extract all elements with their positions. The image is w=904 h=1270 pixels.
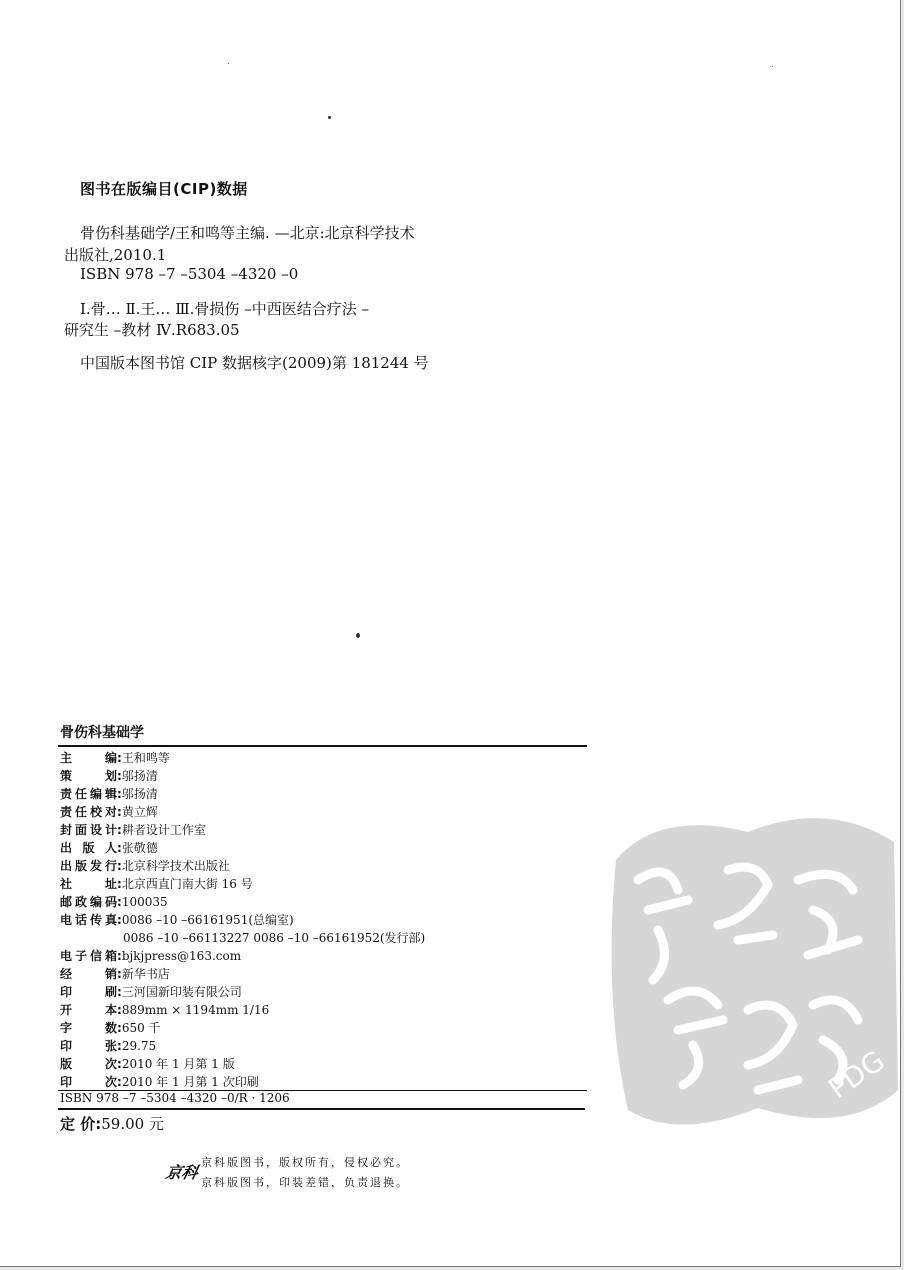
copyright-notice: 京科版图书，版权所有，侵权必究。 [201, 1156, 409, 1169]
book-info-label: 出版人 [60, 841, 117, 855]
isbn-bottom-rule [58, 1108, 585, 1110]
book-info-label: 主编 [60, 751, 117, 765]
book-info-label: 封面设计 [60, 823, 117, 837]
book-info-label: 印刷 [60, 985, 117, 999]
book-info-row: 责任校对:黄立辉 [60, 805, 158, 819]
book-info-value: 29.75 [121, 1039, 157, 1053]
book-info-row: 经销:新华书店 [60, 967, 170, 981]
book-info-row: 封面设计:耕者设计工作室 [60, 823, 206, 837]
book-info-value: 2010 年 1 月第 1 次印刷 [121, 1075, 259, 1089]
watermark-seal-icon [598, 790, 900, 1140]
book-info-value: 0086 –10 –66161951(总编室) [121, 913, 294, 927]
book-info-value: 新华书店 [121, 967, 170, 981]
cip-line: 出版社,2010.1 [64, 246, 167, 264]
book-info-label: 字数 [60, 1021, 117, 1035]
book-info-row: 字数:650 千 [60, 1021, 161, 1035]
cip-heading: 图书在版编目(CIP)数据 [80, 180, 248, 198]
book-info-row: 电话传真:0086 –10 –66161951(总编室) [60, 913, 294, 927]
book-info-value: 张敬德 [121, 841, 158, 855]
book-info-label: 印张 [60, 1039, 117, 1053]
book-info-value: 0086 –10 –66113227 0086 –10 –66161952(发行部) [123, 931, 426, 945]
book-info-row: 责任编辑:邬扬清 [60, 787, 158, 801]
book-info-value: 889mm × 1194mm 1/16 [121, 1003, 270, 1017]
cip-classification: Ⅰ.骨… Ⅱ.王… Ⅲ.骨损伤 –中西医结合疗法 – [80, 300, 369, 318]
cip-line: 骨伤科基础学/王和鸣等主编. —北京:北京科学技术 [80, 224, 415, 242]
book-info-value: 耕者设计工作室 [121, 823, 206, 837]
book-info-label: 出版发行 [60, 859, 117, 873]
book-info-row: 印刷:三河国新印装有限公司 [60, 985, 242, 999]
book-info-value: 邬扬清 [121, 787, 158, 801]
book-info-row: 版次:2010 年 1 月第 1 版 [60, 1057, 235, 1071]
book-info-row: 出版发行:北京科学技术出版社 [60, 859, 230, 873]
price [60, 1113, 164, 1134]
book-info-value: 三河国新印装有限公司 [121, 985, 242, 999]
full-isbn: ISBN 978 –7 –5304 –4320 –0/R · 1206 [60, 1091, 290, 1105]
book-info-value: 北京西直门南大街 16 号 [121, 877, 253, 891]
book-info-label: 策划 [60, 769, 117, 783]
scan-speck [228, 63, 229, 64]
book-info-label: 经销 [60, 967, 117, 981]
book-info-value: 2010 年 1 月第 1 版 [121, 1057, 235, 1071]
book-info-value: 650 千 [121, 1021, 161, 1035]
cip-isbn: ISBN 978 –7 –5304 –4320 –0 [80, 265, 299, 283]
book-info-row: 出版人:张敬德 [60, 841, 158, 855]
book-info-value: 北京科学技术出版社 [121, 859, 230, 873]
book-info-label: 印次 [60, 1075, 117, 1089]
book-info-label: 责任编辑 [60, 787, 117, 801]
misprint-notice: 京科版图书，印装差错，负责退换。 [201, 1176, 409, 1189]
book-info-value: 黄立辉 [121, 805, 158, 819]
publisher-logo: 京科 [163, 1163, 200, 1182]
book-info-label: 邮政编码 [60, 895, 117, 909]
book-info-row: 印次:2010 年 1 月第 1 次印刷 [60, 1075, 259, 1089]
price-value: 59.00 元 [101, 1115, 164, 1133]
book-info-row: 电子信箱:bjkjpress@163.com [60, 949, 242, 963]
book-info-label: 责任校对 [60, 805, 117, 819]
cip-classification: 研究生 –教材 Ⅳ.R683.05 [64, 321, 240, 339]
book-info-value: 100035 [121, 895, 168, 909]
book-info-value: 邬扬清 [121, 769, 158, 783]
book-info-list [60, 749, 425, 1091]
cip-record-number: 中国版本图书馆 CIP 数据核字(2009)第 181244 号 [80, 354, 429, 372]
book-info-row: 邮政编码:100035 [60, 895, 168, 909]
book-info-value: bjkjpress@163.com [121, 949, 242, 963]
book-info-row [60, 929, 425, 947]
book-info-row: 主编:王和鸣等 [60, 751, 170, 765]
scan-speck [772, 66, 773, 67]
scan-speck [356, 633, 360, 638]
book-title: 骨伤科基础学 [60, 725, 144, 741]
book-info-label: 社址 [60, 877, 117, 891]
book-info-value: 王和鸣等 [121, 751, 170, 765]
book-info-label: 版次 [60, 1057, 117, 1071]
book-info-row: 开本:889mm × 1194mm 1/16 [60, 1003, 270, 1017]
book-info-label: 开本 [60, 1003, 117, 1017]
book-info-label: 电子信箱 [60, 949, 117, 963]
book-info-row: 策划:邬扬清 [60, 769, 158, 783]
price-label: 定 价: [60, 1115, 102, 1133]
top-rule [58, 745, 587, 747]
watermark-pdg-text: PDG [822, 1043, 891, 1106]
book-info-row: 印张:29.75 [60, 1039, 157, 1053]
book-info-row: 社址:北京西直门南大街 16 号 [60, 877, 253, 891]
scan-speck [328, 116, 331, 119]
book-info-label: 电话传真 [60, 913, 117, 927]
